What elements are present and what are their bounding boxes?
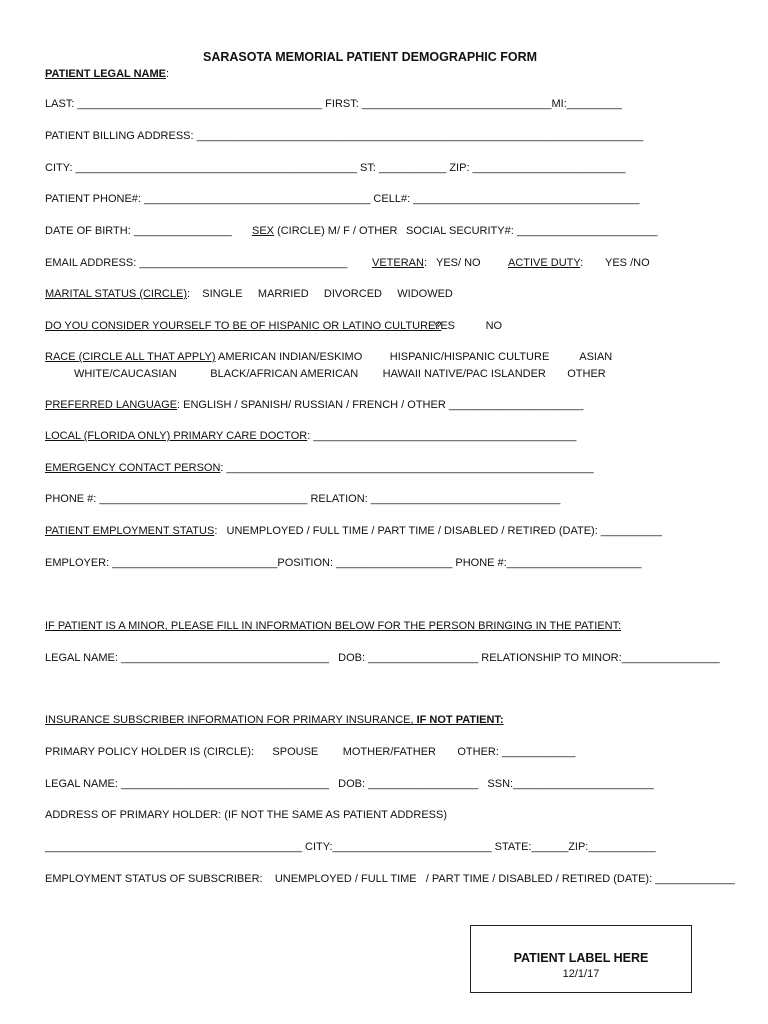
form-revision-date: 12/1/17: [562, 968, 600, 980]
insurance-heading-bold: IF NOT PATIENT:: [413, 714, 504, 726]
legal-name-heading-text: PATIENT LEGAL NAME: [45, 68, 166, 80]
legal-name-colon: :: [166, 68, 170, 80]
emergency-label: EMERGENCY CONTACT PERSON: [45, 462, 221, 474]
patient-label-title: PATIENT LABEL HERE: [513, 951, 649, 965]
row-billing-address[interactable]: PATIENT BILLING ADDRESS: _________________________________________________________________________: [45, 130, 644, 142]
row-minor-legal-name[interactable]: LEGAL NAME: __________________________________ DOB: __________________ RELATIONSHIP TO MINOR:________________: [45, 652, 720, 664]
row-phone-relation[interactable]: PHONE #: __________________________________ RELATION: _______________________________: [45, 493, 561, 505]
row-name[interactable]: LAST: ________________________________________ FIRST: _______________________________MI:_________: [45, 98, 622, 110]
row-active-duty[interactable]: [508, 256, 583, 270]
language-options: : ENGLISH / SPANISH/ RUSSIAN / FRENCH / OTHER ______________________: [177, 399, 584, 411]
patient-label-box: [470, 925, 692, 993]
legal-name-heading: [45, 67, 169, 81]
employment-label: PATIENT EMPLOYMENT STATUS: [45, 525, 215, 537]
hispanic-options[interactable]: YES NO: [433, 320, 503, 332]
form-title: SARASOTA MEMORIAL PATIENT DEMOGRAPHIC FORM: [203, 50, 538, 64]
row-emergency-contact[interactable]: [45, 461, 594, 475]
row-phone[interactable]: PATIENT PHONE#: _____________________________________ CELL#: _____________________________________: [45, 193, 640, 205]
row-veteran[interactable]: [372, 256, 481, 270]
row-email[interactable]: EMAIL ADDRESS: __________________________________: [45, 257, 348, 269]
row-holder-city[interactable]: __________________________________________ CITY:__________________________ STATE:______ZIP:___________: [45, 841, 656, 853]
row-employer[interactable]: EMPLOYER: ___________________________POSITION: ___________________ PHONE #:______________________: [45, 557, 642, 569]
hispanic-question: DO YOU CONSIDER YOURSELF TO BE OF HISPANIC OR LATINO CULTURE?: [45, 320, 442, 332]
language-label: PREFERRED LANGUAGE: [45, 399, 178, 411]
active-duty-options[interactable]: YES /NO: [605, 257, 650, 269]
pcp-label: LOCAL (FLORIDA ONLY) PRIMARY CARE DOCTOR: [45, 430, 308, 442]
row-holder-address-label: ADDRESS OF PRIMARY HOLDER: (IF NOT THE SAME AS PATIENT ADDRESS): [45, 809, 447, 821]
marital-options: : SINGLE MARRIED DIVORCED WIDOWED: [187, 288, 453, 300]
race-options-line1: AMERICAN INDIAN/ESKIMO HISPANIC/HISPANIC CULTURE ASIAN: [215, 351, 613, 363]
row-ssn[interactable]: SOCIAL SECURITY#: _______________________: [406, 225, 658, 237]
insurance-heading: [45, 713, 504, 727]
marital-label: MARITAL STATUS (CIRCLE): [45, 288, 187, 300]
row-language[interactable]: [45, 398, 583, 412]
row-subscriber-employment[interactable]: EMPLOYMENT STATUS OF SUBSCRIBER: UNEMPLOYED / FULL TIME / PART TIME / DISABLED / RETIRED (DATE): _____________: [45, 873, 735, 885]
veteran-options: : YES/ NO: [423, 257, 481, 269]
row-sex[interactable]: [252, 224, 397, 238]
minor-heading: IF PATIENT IS A MINOR, PLEASE FILL IN INFORMATION BELOW FOR THE PERSON BRINGING IN THE PATIENT:: [45, 620, 622, 632]
active-duty-colon: :: [580, 257, 584, 269]
race-label: RACE (CIRCLE ALL THAT APPLY): [45, 351, 216, 363]
row-hispanic-question: [45, 319, 441, 333]
row-employment-status[interactable]: [45, 524, 662, 538]
insurance-heading-text: INSURANCE SUBSCRIBER INFORMATION FOR PRIMARY INSURANCE,: [45, 714, 414, 726]
veteran-label: VETERAN: [372, 257, 424, 269]
active-duty-label: ACTIVE DUTY: [508, 257, 581, 269]
sex-label: SEX: [252, 225, 275, 237]
employment-options: : UNEMPLOYED / FULL TIME / PART TIME / DISABLED / RETIRED (DATE): __________: [214, 525, 662, 537]
row-dob[interactable]: DATE OF BIRTH: ________________: [45, 225, 232, 237]
sex-options: (CIRCLE) M/ F / OTHER: [274, 225, 398, 237]
row-primary-care-doctor[interactable]: [45, 429, 576, 443]
row-policy-holder[interactable]: PRIMARY POLICY HOLDER IS (CIRCLE): SPOUSE MOTHER/FATHER OTHER: ____________: [45, 746, 576, 758]
row-marital-status[interactable]: [45, 287, 453, 301]
emergency-blank: : ____________________________________________________________: [220, 462, 594, 474]
pcp-blank: : ___________________________________________: [307, 430, 577, 442]
row-city[interactable]: CITY: ______________________________________________ ST: ___________ ZIP: _________________________: [45, 162, 626, 174]
race-options-line2[interactable]: WHITE/CAUCASIAN BLACK/AFRICAN AMERICAN HAWAII NATIVE/PAC ISLANDER OTHER: [74, 368, 606, 380]
row-holder-legal-name[interactable]: LEGAL NAME: __________________________________ DOB: __________________ SSN:_______________________: [45, 778, 654, 790]
row-race[interactable]: [45, 350, 612, 364]
